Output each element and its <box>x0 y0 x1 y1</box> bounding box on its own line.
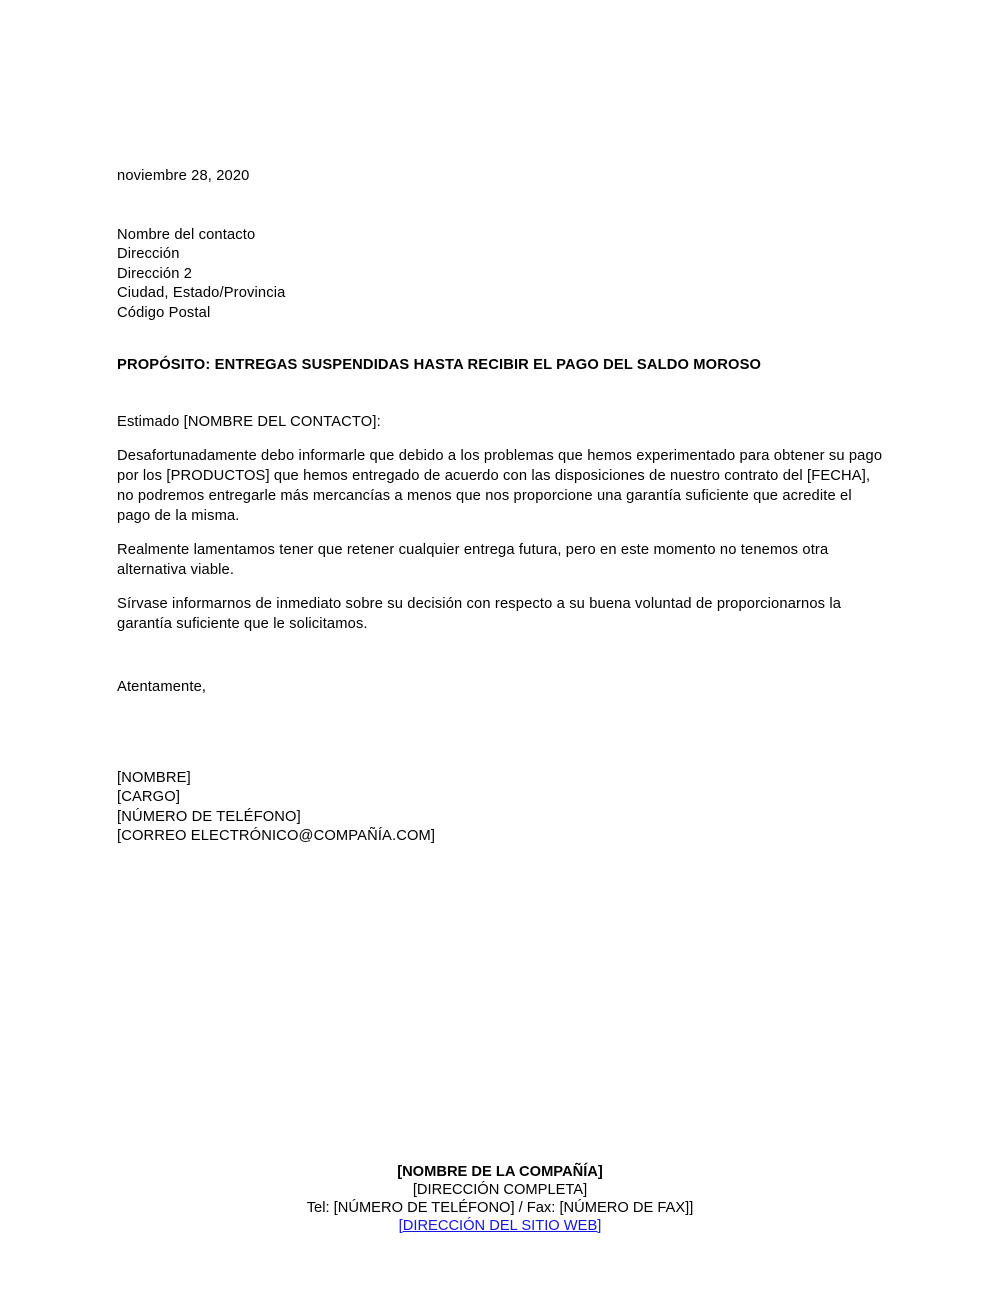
footer-website-line <box>0 1217 1000 1235</box>
address-line: Dirección 2 <box>117 265 193 282</box>
letter-date: noviembre 28, 2020 <box>117 168 250 184</box>
body-paragraph-2: Realmente lamentamos tener que retener cualquier entrega futura, pero en este momento no tenemos otra alternativa viable. <box>117 542 829 579</box>
signature-email: [CORREO ELECTRÓNICO@COMPAÑÍA.COM] <box>117 828 436 845</box>
footer-company-name: [NOMBRE DE LA COMPAÑÍA] <box>397 1164 603 1180</box>
body-paragraph-3: Sírvase informarnos de inmediato sobre su decisión con respecto a su buena voluntad de proporcionarnos la garantía suficiente que le solicitamos. <box>117 596 842 633</box>
letter-content <box>117 166 887 847</box>
address-line: Código Postal <box>117 304 211 321</box>
footer-website-link[interactable]: [DIRECCIÓN DEL SITIO WEB] <box>398 1218 602 1234</box>
salutation: Estimado [NOMBRE DEL CONTACTO]: <box>117 414 381 431</box>
address-line: Dirección <box>117 246 180 263</box>
address-line: Ciudad, Estado/Provincia <box>117 285 286 302</box>
subject-line: PROPÓSITO: ENTREGAS SUSPENDIDAS HASTA RECIBIR EL PAGO DEL SALDO MOROSO <box>117 357 762 374</box>
signature-title: [CARGO] <box>117 789 181 806</box>
footer-phone-fax: Tel: [NÚMERO DE TELÉFONO] / Fax: [NÚMERO DE FAX]] <box>306 1200 694 1216</box>
footer-address: [DIRECCIÓN COMPLETA] <box>412 1182 588 1198</box>
body-paragraph-1: Desafortunadamente debo informarle que debido a los problemas que hemos experimentado para obtener su pago por los [PRODUCTOS] que hemos entregado de acuerdo con las disposiciones de nuestro contrato del [FECHA], no podremos entregarle más mercancías a menos que nos proporcione una garantía suficiente que acredite el pago de la misma. <box>117 448 883 525</box>
closing-line: Atentamente, <box>117 679 207 696</box>
address-line: Nombre del contacto <box>117 227 256 243</box>
signature-block <box>117 769 887 847</box>
recipient-address-block <box>117 226 887 323</box>
page-footer <box>0 1163 1000 1235</box>
signature-name: [NOMBRE] <box>117 770 191 787</box>
signature-phone: [NÚMERO DE TELÉFONO] <box>117 808 301 825</box>
